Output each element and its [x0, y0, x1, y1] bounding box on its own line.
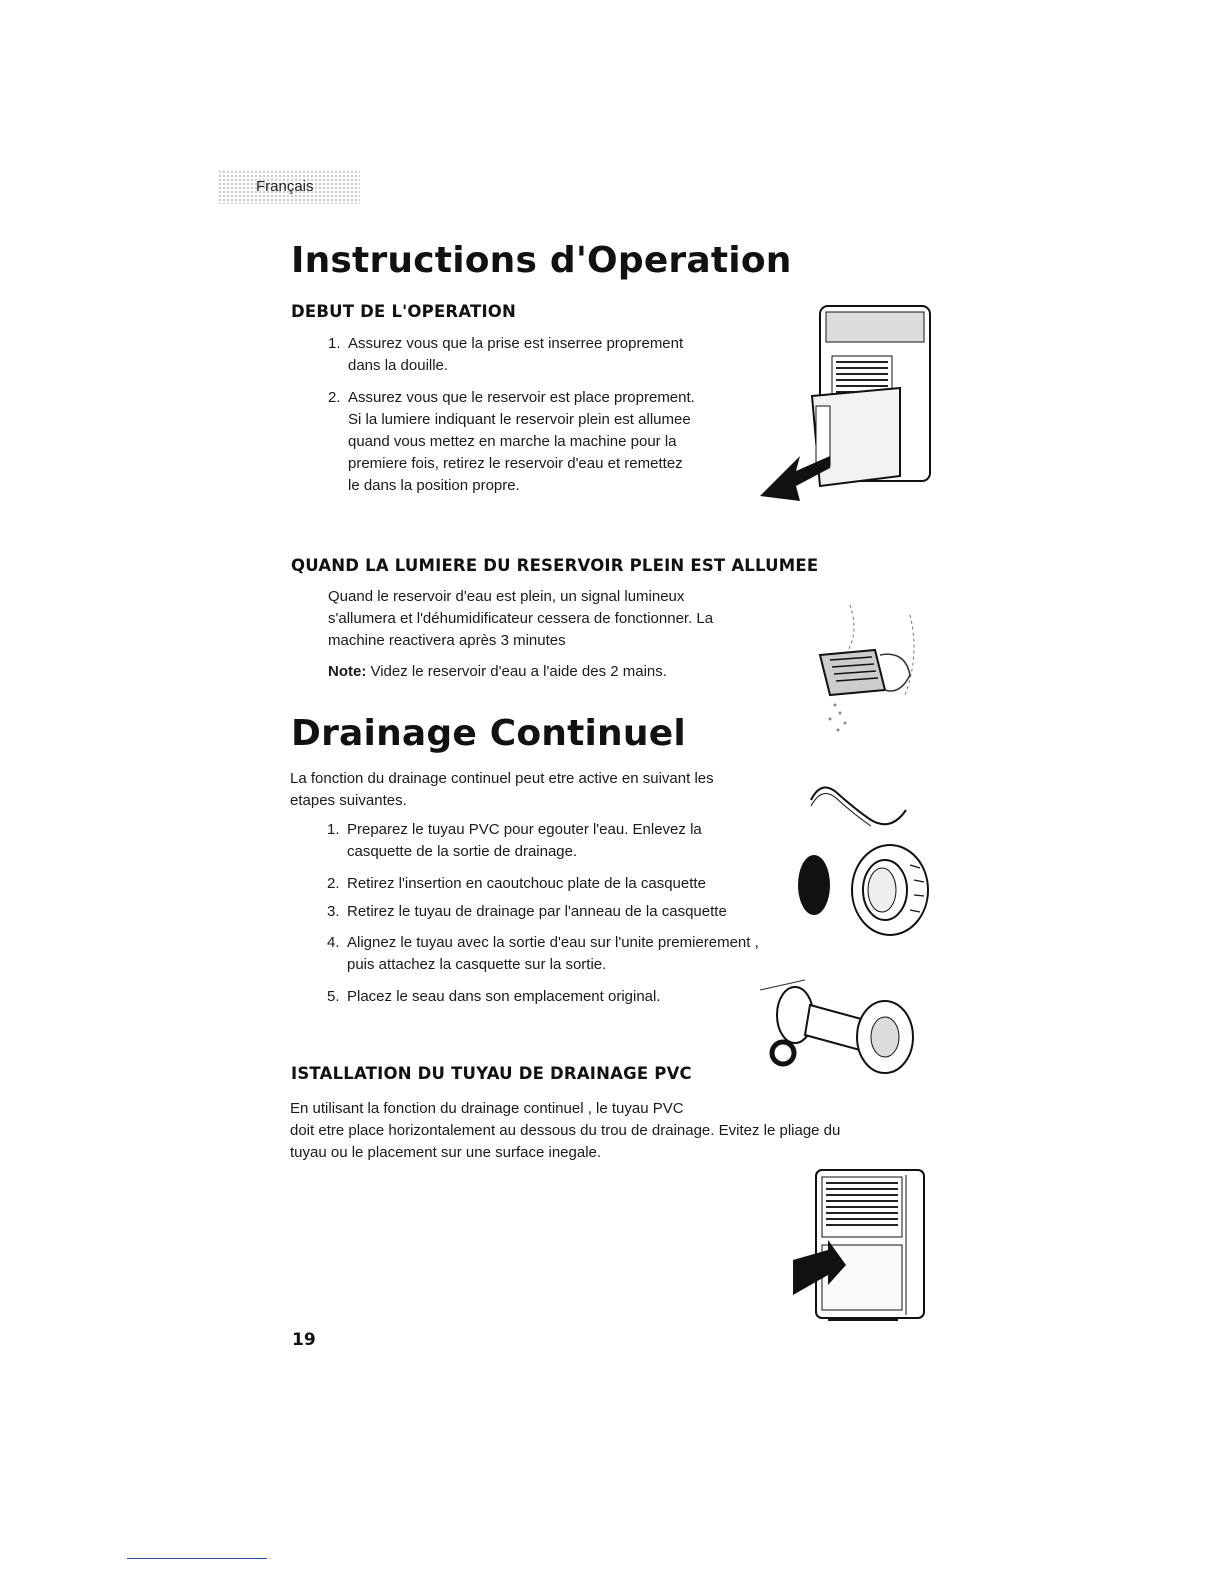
step-line: Placez le seau dans son emplacement original. [347, 988, 661, 1005]
language-tab [218, 170, 360, 204]
drainage-unit-illustration [788, 1165, 938, 1325]
debut-step-2 [328, 387, 788, 497]
step-number: 2. [327, 875, 340, 892]
step-number: 1. [327, 821, 340, 838]
step-line: puis attachez la casquette sur la sortie. [347, 956, 607, 973]
step-number: 4. [327, 934, 340, 951]
paragraph-line: En utilisant la fonction du drainage continuel , le tuyau PVC [290, 1100, 684, 1117]
note-label: Note: [328, 663, 367, 680]
step-line: casquette de la sortie de drainage. [347, 843, 578, 860]
drainage-step-3 [327, 901, 807, 923]
paragraph-line: Quand le reservoir d'eau est plein, un signal lumineux [328, 588, 685, 605]
debut-heading: DEBUT DE L'OPERATION [291, 302, 517, 321]
paragraph-line: doit etre place horizontalement au dessous du trou de drainage. Evitez le pliage du [290, 1122, 841, 1139]
step-line: Preparez le tuyau PVC pour egouter l'eau. Enlevez la [347, 821, 702, 838]
step-line: quand vous mettez en marche la machine pour la [348, 433, 677, 450]
quand-note [328, 661, 788, 683]
page-number: 19 [292, 1330, 316, 1350]
step-number: 3. [327, 903, 340, 920]
dehumidifier-tank-illustration [760, 296, 940, 516]
step-line: Retirez le tuyau de drainage par l'anneau de la casquette [347, 903, 727, 920]
step-line: Si la lumiere indiquant le reservoir plein est allumee [348, 411, 691, 428]
paragraph-line: etapes suivantes. [290, 792, 407, 809]
footer-rule [127, 1558, 267, 1559]
drainage-intro [290, 768, 790, 812]
cap-and-insert-illustration [790, 840, 940, 950]
step-line: le dans la position propre. [348, 477, 520, 494]
step-line: Assurez vous que la prise est inserree proprement [348, 335, 684, 352]
step-line: Assurez vous que le reservoir est place proprement. [348, 389, 695, 406]
step-line: dans la douille. [348, 357, 449, 374]
paragraph-line: machine reactivera après 3 minutes [328, 632, 566, 649]
step-number: 5. [327, 988, 340, 1005]
drainage-step-1 [327, 819, 787, 863]
paragraph-line: s'allumera et l'déhumidificateur cessera de fonctionner. La [328, 610, 714, 627]
step-line: Retirez l'insertion en caoutchouc plate de la casquette [347, 875, 706, 892]
drainage-step-5 [327, 986, 787, 1008]
installation-paragraph [290, 1098, 950, 1164]
pvc-hose-illustration [806, 780, 916, 830]
emptying-tank-illustration [800, 595, 930, 745]
installation-heading: ISTALLATION DU TUYAU DE DRAINAGE PVC [291, 1064, 692, 1083]
page-title: Instructions d'Operation [291, 240, 792, 281]
note-text: Videz le reservoir d'eau a l'aide des 2 mains. [366, 663, 667, 680]
step-line: Alignez le tuyau avec la sortie d'eau sur l'unite premierement , [347, 934, 759, 951]
language-label: Français [256, 178, 314, 195]
paragraph-line: La fonction du drainage continuel peut etre active en suivant les [290, 770, 714, 787]
quand-heading: QUAND LA LUMIERE DU RESERVOIR PLEIN EST ALLUMEE [291, 556, 819, 575]
drainage-title: Drainage Continuel [291, 713, 686, 754]
debut-step-1 [328, 333, 768, 377]
step-number: 1. [328, 335, 341, 352]
drainage-step-2 [327, 873, 787, 895]
quand-paragraph [328, 586, 788, 652]
step-line: premiere fois, retirez le reservoir d'eau et remettez [348, 455, 683, 472]
step-number: 2. [328, 389, 341, 406]
paragraph-line: tuyau ou le placement sur une surface inegale. [290, 1144, 602, 1161]
hose-assembly-illustration [755, 965, 935, 1095]
